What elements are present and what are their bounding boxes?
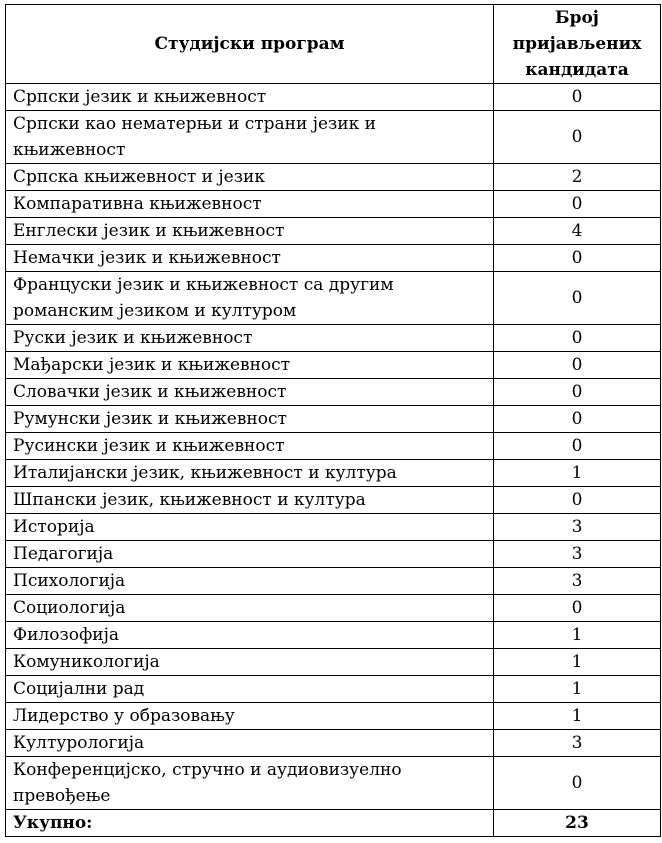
count-cell: 0 [494, 487, 661, 514]
program-cell: Русински језик и књижевност [6, 433, 494, 460]
total-label: Укупно: [6, 810, 494, 837]
header-count-line1: Број [555, 8, 599, 28]
count-cell: 1 [494, 676, 661, 703]
table-row [6, 730, 661, 757]
table-row [6, 272, 661, 325]
count-cell: 0 [494, 245, 661, 272]
count-cell: 0 [494, 191, 661, 218]
count-cell: 0 [494, 352, 661, 379]
total-row [6, 810, 661, 837]
count-cell: 0 [494, 757, 661, 810]
count-cell: 2 [494, 164, 661, 191]
program-cell: Српски језик и књижевност [6, 84, 494, 111]
program-cell: Мађарски језик и књижевност [6, 352, 494, 379]
program-cell: Румунски језик и књижевност [6, 406, 494, 433]
table-row [6, 649, 661, 676]
count-cell: 0 [494, 406, 661, 433]
count-cell: 0 [494, 379, 661, 406]
count-cell: 1 [494, 703, 661, 730]
program-cell: Италијански језик, књижевност и култура [6, 460, 494, 487]
table-row [6, 568, 661, 595]
count-cell: 3 [494, 568, 661, 595]
header-count [494, 5, 661, 84]
program-cell: Историја [6, 514, 494, 541]
table-row [6, 433, 661, 460]
program-cell: Комуникологија [6, 649, 494, 676]
count-cell: 0 [494, 272, 661, 325]
header-count-line2: пријављених [512, 34, 642, 54]
count-cell: 1 [494, 649, 661, 676]
count-cell: 1 [494, 622, 661, 649]
count-cell: 0 [494, 595, 661, 622]
count-cell: 3 [494, 730, 661, 757]
table-row [6, 595, 661, 622]
program-cell: Српски као нематерњи и страни језик и књижевност [6, 111, 494, 164]
table-row [6, 406, 661, 433]
total-count: 23 [494, 810, 661, 837]
program-cell: Лидерство у образовању [6, 703, 494, 730]
table-row [6, 245, 661, 272]
program-cell: Енглески језик и књижевност [6, 218, 494, 245]
table-row [6, 541, 661, 568]
program-cell: Филозофија [6, 622, 494, 649]
table-row [6, 352, 661, 379]
program-cell: Социологија [6, 595, 494, 622]
count-cell: 0 [494, 433, 661, 460]
program-cell: Компаративна књижевност [6, 191, 494, 218]
count-cell: 0 [494, 84, 661, 111]
program-cell: Словачки језик и књижевност [6, 379, 494, 406]
table-row [6, 757, 661, 810]
table-row [6, 487, 661, 514]
table-row [6, 218, 661, 245]
table-row [6, 164, 661, 191]
applicants-table [5, 4, 661, 837]
header-row [6, 5, 661, 84]
program-cell: Психологија [6, 568, 494, 595]
header-program: Студијски програм [6, 5, 494, 84]
table-row [6, 191, 661, 218]
program-cell: Шпански језик, књижевност и култура [6, 487, 494, 514]
table-body [6, 84, 661, 810]
count-cell: 3 [494, 514, 661, 541]
program-cell: Српска књижевност и језик [6, 164, 494, 191]
table-row [6, 676, 661, 703]
count-cell: 1 [494, 460, 661, 487]
program-cell: Културологија [6, 730, 494, 757]
table-row [6, 622, 661, 649]
count-cell: 0 [494, 325, 661, 352]
table-row [6, 460, 661, 487]
program-cell: Конференцијско, стручно и аудиовизуелно превођење [6, 757, 494, 810]
table-row [6, 84, 661, 111]
count-cell: 4 [494, 218, 661, 245]
program-cell: Педагогија [6, 541, 494, 568]
count-cell: 0 [494, 111, 661, 164]
table-row [6, 111, 661, 164]
program-cell: Социјални рад [6, 676, 494, 703]
count-cell: 3 [494, 541, 661, 568]
table-row [6, 379, 661, 406]
table-row [6, 514, 661, 541]
table-row [6, 325, 661, 352]
program-cell: Немачки језик и књижевност [6, 245, 494, 272]
program-cell: Француски језик и књижевност са другим романским језиком и културом [6, 272, 494, 325]
header-count-line3: кандидата [525, 60, 629, 80]
table-row [6, 703, 661, 730]
program-cell: Руски језик и књижевност [6, 325, 494, 352]
